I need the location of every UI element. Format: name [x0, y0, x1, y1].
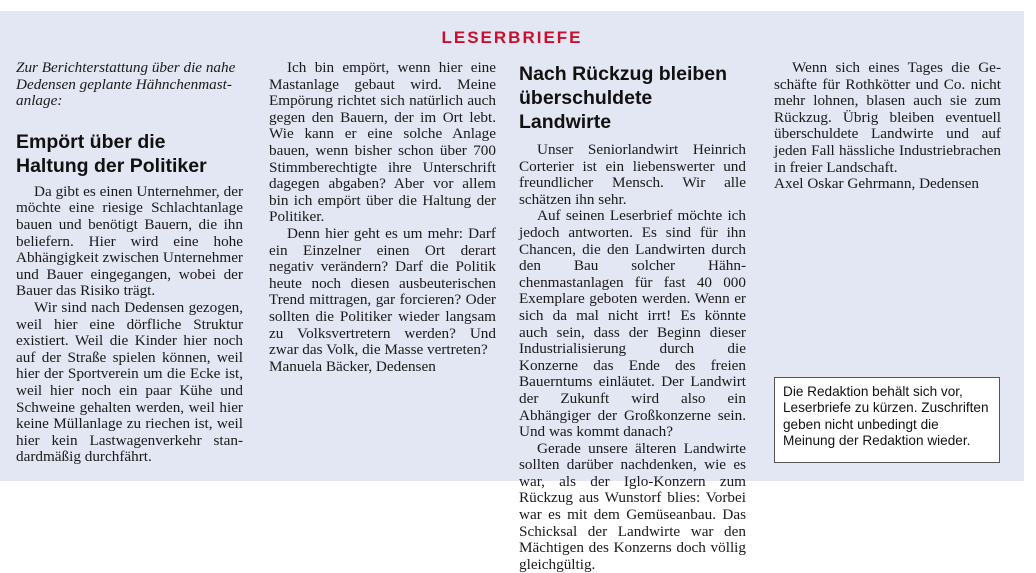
- letter2-headline: Nach Rückzug bleiben überschuldete Landwirte: [519, 63, 728, 133]
- section-title: LESERBRIEFE: [441, 28, 583, 47]
- letter1-intro: Zur Berichterstattung über die nahe Dedensen geplante Hähnchenmastanlage:: [16, 59, 236, 110]
- letter2-paragraph-4: Wenn sich eines Tages die Geschäfte für Rothkötter und Co. nicht mehr lohnen, blasen auch sie zum Rückzug. Übrig bleiben eventuell überschuldete Landwirte und auf jeden Fall hässliche Industriebrachen in freier Landschaft.: [774, 59, 1001, 176]
- letter2-paragraph-3: Gerade unsere älteren Landwirte sollten darüber nachdenken, wie es war, als der Iglo-Konzern zum Rückzug aus Wunstorf blies: Vorbei war es mit dem Gemüseanbau. Das Schicksal der Landwirte war den Mächtigen des Konzerns doch völlig gleichgültig.: [519, 439, 746, 573]
- editorial-note: Die Redaktion behält sich vor, Leserbriefe zu kürzen. Zuschriften geben nicht unbedingt die Meinung der Redaktion wieder.: [774, 377, 1000, 463]
- letter1-signature: Manuela Bäcker, Dedensen: [269, 357, 436, 375]
- letter1-paragraph-3: Ich bin empört, wenn hier eine Mastanlage gebaut wird. Meine Empörung richtet sich natürlich auch gegen den Bauern, der im Ort lebt. Wie kann er eine solche Anlage bauen, wenn bisher schon über 700 Stimmberechtigte ihre Unterschrift dagegen abgaben? Aber vor allem bin ich empört über die Haltung der Politiker.: [269, 59, 496, 226]
- column-1: [16, 60, 243, 466]
- letter1-paragraph-1: Da gibt es einen Unternehmer, der möchte eine riesige Schlachtanlage bauen und benötigt Bauern, die ihn beliefern. Hier wird eine hohe Abhängigkeit zwischen Unternehmer und Bauer eingegangen, wobei der Bauer das Risiko trägt.: [16, 182, 243, 300]
- letter2-paragraph-1: Unser Seniorlandwirt Heinrich Corterier ist ein liebenswerter und freundlicher Mensch. Wir alle schätzen ihn sehr.: [519, 141, 746, 208]
- letter2-signature: Axel Oskar Gehrmann, Dedensen: [774, 175, 979, 193]
- letter2-paragraph-2: Auf seinen Leserbrief möchte ich jedoch antworten. Es sind für ihn Chancen, die den Landwirten durch den Bau solcher Hähnchenmastanlagen für fast 40 000 Exemplare geboten werden. Wenn er sich da mal nicht irrt! Es könnte auch sein, dass der Beginn dieser Industrialisierung durch die Konzerne das Ende des freien Bauerntums einläutet. Der Landwirt der Zukunft wird also ein Abhängiger der Großkonzerne sein. Und was kommt danach?: [519, 207, 746, 441]
- column-4: [774, 60, 1001, 193]
- letter1-paragraph-4: Denn hier geht es um mehr: Darf ein Einzelner einen Ort derart negativ verändern? Darf die Politik heute noch diesen ausbeuterischen Trend mittragen, gar forcieren? Oder sollten die Politiker wieder langsam zu Volksvertretern werden? Und zwar das Volk, die Masse vertreten?: [269, 224, 496, 359]
- letter1-headline: Empört über die Haltung der Politiker: [16, 130, 207, 177]
- column-3: [519, 60, 746, 573]
- letter1-paragraph-2: Wir sind nach Dedensen gezogen, weil hier eine dörfliche Struktur existiert. Weil die Kinder hier noch auf der Straße spielen können, weil hier der Sportverein um die Ecke ist, weil hier noch ein paar Kühe und Schweine gehalten werden, weil hier keine Müllanlage zu riechen ist, weil hier kein Lastwagenverkehr standardmäßig durchfährt.: [16, 298, 243, 466]
- column-2: [269, 60, 496, 375]
